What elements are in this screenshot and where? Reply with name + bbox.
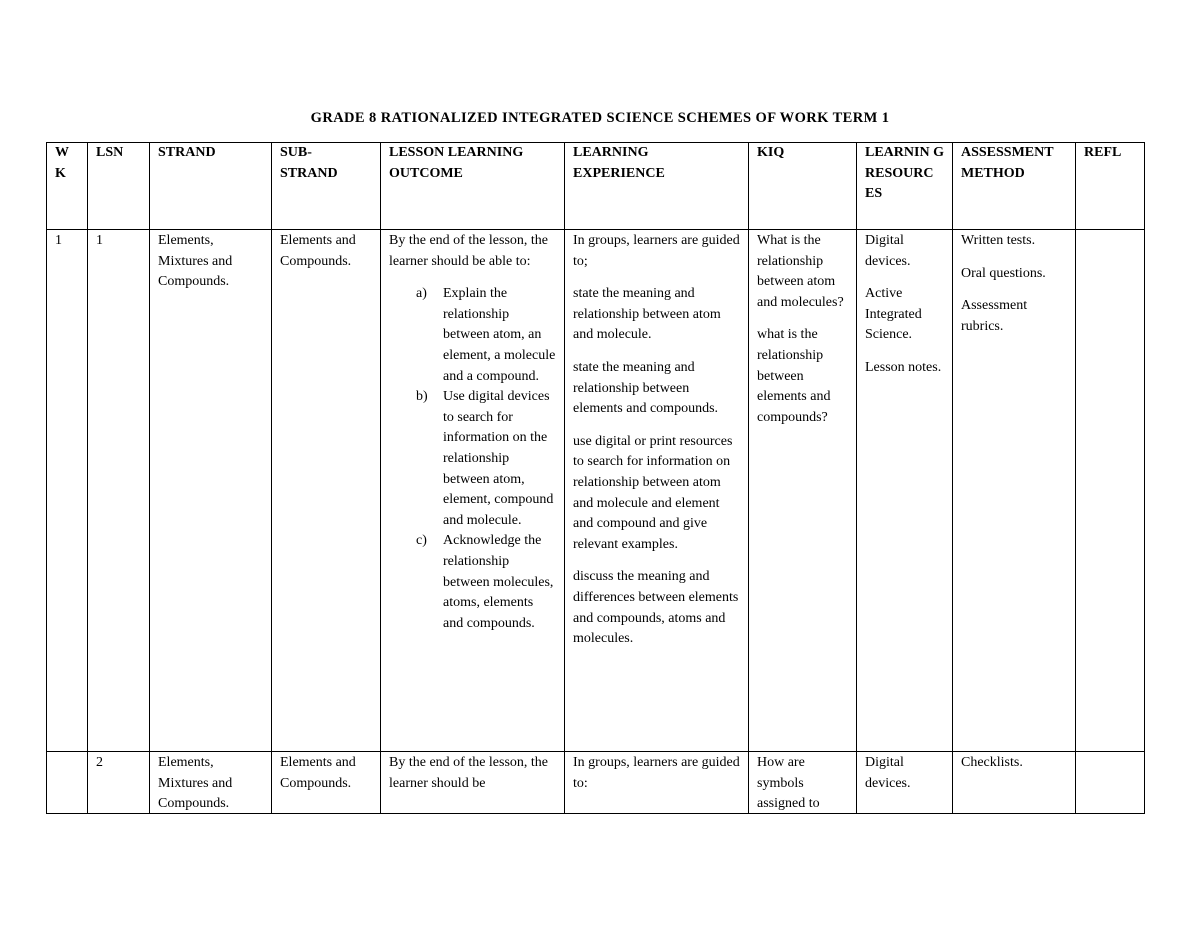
table-row (47, 230, 1145, 752)
cell-resources (857, 752, 953, 814)
cell-kiq (749, 752, 857, 814)
cell-sub-strand (272, 752, 381, 814)
document-title: GRADE 8 RATIONALIZED INTEGRATED SCIENCE SCHEMES OF WORK TERM 1 (310, 110, 890, 126)
cell-strand (150, 752, 272, 814)
header-kiq: KIQ (749, 143, 857, 230)
cell-assessment (953, 752, 1076, 814)
header-refl: REFL (1076, 143, 1145, 230)
outcome-text: Explain the relationship between atom, an element, a molecule and a compound. (443, 286, 556, 384)
table-row (47, 752, 1145, 814)
outcome-intro: By the end of the lesson, the learner should be able to: (389, 233, 549, 269)
cell-assessment (953, 230, 1076, 752)
resource-item: Digital devices. (865, 755, 911, 791)
cell-sub-strand-text: Elements and Compounds. (280, 755, 356, 791)
outcome-marker: a) (416, 286, 427, 302)
resource-item: Active Integrated Science. (865, 286, 922, 343)
list-item (416, 387, 556, 531)
cell-experience (565, 752, 749, 814)
outcome-list (389, 284, 556, 634)
list-item (416, 531, 556, 634)
cell-sub-strand: Elements and Compounds. (272, 230, 381, 752)
resource-item: Lesson notes. (865, 359, 942, 375)
cell-experience (565, 230, 749, 752)
cell-refl (1076, 752, 1145, 814)
experience-paragraph: state the meaning and relationship between atom and molecule. (573, 286, 721, 343)
schemes-of-work-table (46, 142, 1145, 814)
header-lsn: LSN (88, 143, 150, 230)
resource-item: Digital devices. (865, 233, 911, 269)
cell-strand-text: Elements, Mixtures and Compounds. (158, 755, 233, 812)
outcome-intro: By the end of the lesson, the learner should be (389, 755, 549, 791)
header-strand: STRAND (150, 143, 272, 230)
outcome-marker: b) (416, 389, 428, 405)
kiq-question: What is the relationship between atom and molecules? (757, 233, 844, 310)
experience-paragraph: In groups, learners are guided to: (573, 755, 740, 791)
header-resources: LEARNIN G RESOURC ES (857, 143, 953, 230)
outcome-marker: c) (416, 533, 427, 549)
assessment-item: Checklists. (961, 755, 1023, 770)
table-header-row (47, 143, 1145, 230)
header-sub-strand: SUB- STRAND (272, 143, 381, 230)
kiq-question: what is the relationship between elements and compounds? (757, 327, 831, 425)
cell-outcome (381, 752, 565, 814)
assessment-item: Written tests. (961, 233, 1036, 248)
cell-lsn (88, 752, 150, 814)
experience-paragraph: use digital or print resources to search for information on relationship between atom and molecule and element and compound and give relevant examples. (573, 433, 733, 552)
experience-paragraph: In groups, learners are guided to; (573, 233, 740, 269)
header-outcome: LESSON LEARNING OUTCOME (381, 143, 565, 230)
cell-wk: 1 (47, 230, 88, 752)
cell-resources (857, 230, 953, 752)
experience-paragraph: state the meaning and relationship between elements and compounds. (573, 359, 719, 417)
header-experience: LEARNING EXPERIENCE (565, 143, 749, 230)
assessment-item: Assessment rubrics. (961, 298, 1028, 334)
header-assessment: ASSESSMENT METHOD (953, 143, 1076, 230)
list-item (416, 284, 556, 387)
experience-paragraph: discuss the meaning and differences between elements and compounds, atoms and molecules. (573, 569, 739, 647)
kiq-question: How are symbols assigned to (757, 755, 820, 812)
cell-lsn-text: 2 (96, 755, 103, 770)
cell-kiq (749, 230, 857, 752)
header-wk: W K (47, 143, 88, 230)
cell-outcome (381, 230, 565, 752)
outcome-text: Acknowledge the relationship between molecules, atoms, elements and compounds. (443, 533, 554, 631)
cell-strand: Elements, Mixtures and Compounds. (150, 230, 272, 752)
assessment-item: Oral questions. (961, 265, 1046, 281)
outcome-text: Use digital devices to search for information on the relationship between atom, element, compound and molecule. (443, 389, 554, 528)
cell-refl (1076, 230, 1145, 752)
cell-lsn: 1 (88, 230, 150, 752)
cell-wk (47, 752, 88, 814)
